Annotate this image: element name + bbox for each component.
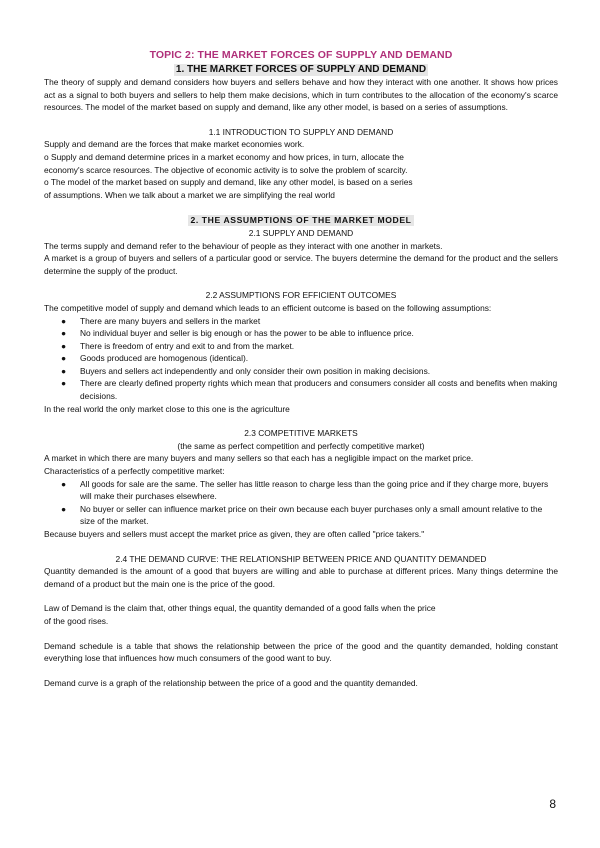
list-item-text: Buyers and sellers act independently and only consider their own position in making decisions. bbox=[80, 365, 431, 376]
intro-paragraph: The theory of supply and demand considers how buyers and sellers behave and how they interact with one another. It shows how prices act as a signal to both buyers and sellers to help them make decisions, which in turn contributes to the allocation of the economy's scarce resources. The model of the market based on supply and demand, like any other model, is based on a series of assumptions. bbox=[44, 77, 558, 113]
section-2-2-closing: In the real world the only market close to this one is the agriculture bbox=[44, 403, 290, 414]
list-item bbox=[44, 340, 558, 353]
heading-2-wrapper bbox=[44, 214, 558, 227]
demand-curve-paragraph: Demand curve is a graph of the relationship between the price of a good and the quantity demanded. bbox=[44, 677, 418, 688]
heading-1: 1. THE MARKET FORCES OF SUPPLY AND DEMAND bbox=[175, 64, 427, 75]
spacer bbox=[44, 665, 558, 677]
section-2-3-characteristics-label: Characteristics of a perfectly competitive market: bbox=[44, 466, 225, 477]
list-item-text: There are clearly defined property rights which mean that producers and consumers consider all costs and benefits when making decisions. bbox=[80, 378, 558, 402]
list-item bbox=[44, 365, 558, 378]
spacer bbox=[44, 114, 558, 126]
document-page bbox=[44, 49, 558, 689]
section-1-1-line: o Supply and demand determine prices in a market economy and how prices, in turn, allocate the bbox=[44, 151, 404, 162]
law-of-demand-line: of the good rises. bbox=[44, 615, 109, 626]
section-2-4-paragraph: Quantity demanded is the amount of a good that buyers are willing and able to purchase at different prices. Many things determine the demand of a product but the main one is the price of the good. bbox=[44, 566, 558, 589]
section-1-1-line: Supply and demand are the forces that make market economies work. bbox=[44, 139, 305, 150]
heading-1-wrapper bbox=[44, 63, 558, 76]
list-item bbox=[44, 315, 558, 328]
list-item bbox=[44, 327, 558, 340]
list-item bbox=[44, 377, 558, 402]
demand-schedule-paragraph: Demand schedule is a table that shows the relationship between the price of the good and the quantity demanded, holding constant everything lose that influences how much consumers of the good want to buy. bbox=[44, 640, 558, 664]
list-item bbox=[44, 352, 558, 365]
bullet-icon: ● bbox=[61, 503, 67, 514]
section-1-1-line: of assumptions. When we talk about a market we are simplifying the real world bbox=[44, 189, 335, 200]
spacer bbox=[44, 590, 558, 602]
page-number: 8 bbox=[549, 797, 556, 811]
section-2-3-definition: A market in which there are many buyers and many sellers so that each has a negligible impact on the market price. bbox=[44, 453, 474, 464]
spacer bbox=[44, 201, 558, 213]
section-2-2-intro: The competitive model of supply and demand which leads to an efficient outcome is based on the following assumptions: bbox=[44, 302, 492, 313]
section-2-1-heading: 2.1 SUPPLY AND DEMAND bbox=[248, 227, 354, 238]
section-2-1-paragraph: A market is a group of buyers and sellers of a particular good or service. The buyers determine the demand for the product and the sellers determine the supply of the product. bbox=[44, 253, 558, 276]
section-2-2-heading: 2.2 ASSUMPTIONS FOR EFFICIENT OUTCOMES bbox=[205, 290, 397, 301]
section-1-1-line: o The model of the market based on supply and demand, like any other model, is based on a series bbox=[44, 177, 413, 188]
list-item-text: All goods for sale are the same. The seller has little reason to charge less than the going price and if they charge more, buyers will make their purchases elsewhere. bbox=[80, 478, 549, 502]
topic-title: TOPIC 2: THE MARKET FORCES OF SUPPLY AND DEMAND bbox=[149, 49, 453, 61]
list-item-text: There are many buyers and sellers in the market bbox=[80, 315, 261, 326]
bullet-icon: ● bbox=[61, 353, 67, 364]
section-2-3-closing: Because buyers and sellers must accept the market price as given, they are often called "price takers." bbox=[44, 529, 425, 539]
bullet-icon: ● bbox=[61, 365, 67, 376]
list-item-text: No individual buyer and seller is big enough or has the power to be able to influence price. bbox=[80, 328, 414, 339]
bullet-icon: ● bbox=[61, 328, 67, 339]
spacer bbox=[44, 415, 558, 427]
spacer bbox=[44, 277, 558, 289]
list-item bbox=[44, 478, 558, 503]
list-item bbox=[44, 503, 558, 528]
bullet-icon: ● bbox=[61, 315, 67, 326]
section-1-1-heading: 1.1 INTRODUCTION TO SUPPLY AND DEMAND bbox=[208, 126, 394, 137]
assumptions-list bbox=[44, 315, 558, 403]
bullet-icon: ● bbox=[61, 378, 67, 389]
spacer bbox=[44, 541, 558, 553]
spacer bbox=[44, 628, 558, 640]
bullet-icon: ● bbox=[61, 478, 67, 489]
heading-2: 2. THE ASSUMPTIONS OF THE MARKET MODEL bbox=[190, 215, 412, 226]
list-item-text: No buyer or seller can influence market price on their own because each buyer purchases only a small amount relative to the size of the market. bbox=[80, 503, 543, 527]
section-2-4-heading: 2.4 THE DEMAND CURVE: THE RELATIONSHIP BETWEEN PRICE AND QUANTITY DEMANDED bbox=[115, 553, 487, 564]
section-2-3-heading: 2.3 COMPETITIVE MARKETS bbox=[244, 428, 358, 439]
list-item-text: Goods produced are homogenous (identical). bbox=[80, 353, 249, 364]
law-of-demand-line: Law of Demand is the claim that, other things equal, the quantity demanded of a good falls when the price bbox=[44, 603, 436, 614]
section-1-1-line: economy's scarce resources. The objective of economic activity is to solve the problem of scarcity. bbox=[44, 164, 408, 175]
bullet-icon: ● bbox=[61, 340, 67, 351]
characteristics-list bbox=[44, 478, 558, 528]
section-2-3-subheading: (the same as perfect competition and perfectly competitive market) bbox=[177, 440, 425, 451]
section-2-1-line: The terms supply and demand refer to the behaviour of people as they interact with one another in markets. bbox=[44, 240, 443, 251]
list-item-text: There is freedom of entry and exit to and from the market. bbox=[80, 340, 295, 351]
